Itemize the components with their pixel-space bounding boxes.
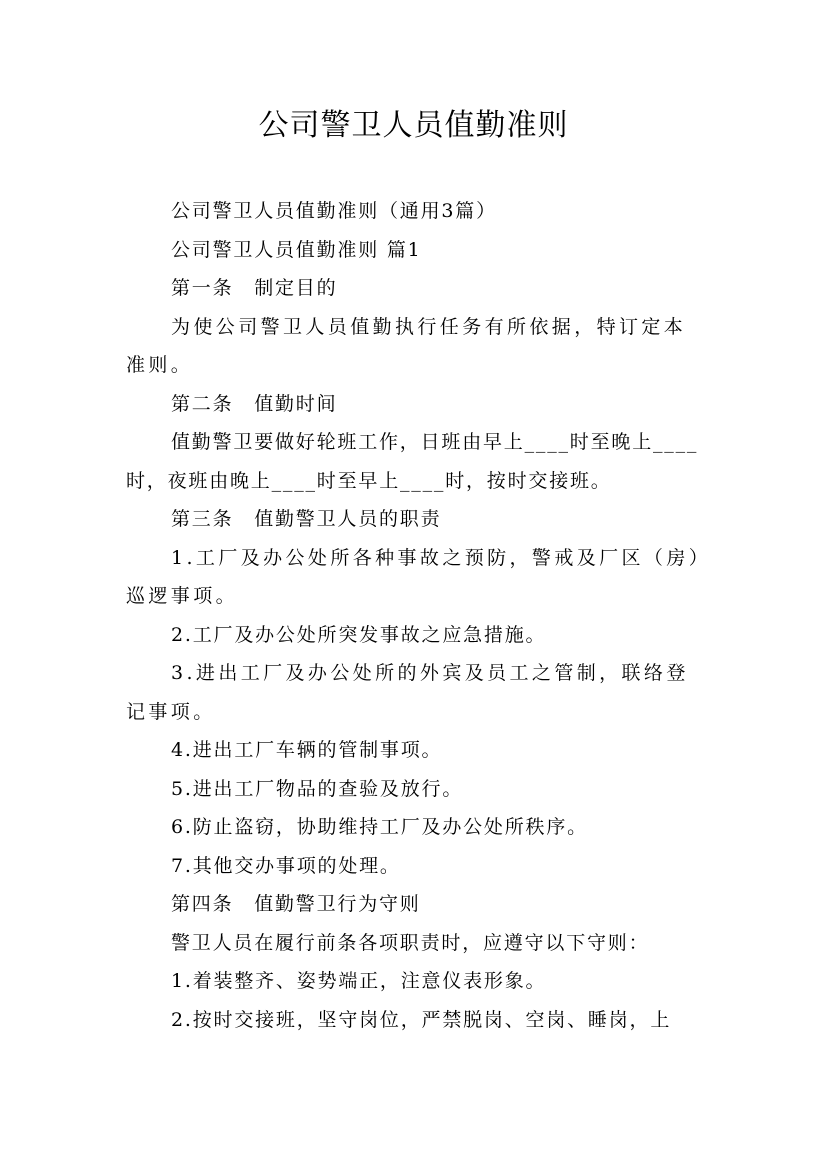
article-3-item-3: 3.进出工厂及办公处所的外宾及员工之管制，联络登记事项。 bbox=[126, 662, 689, 723]
article-1-heading: 第一条 制定目的 bbox=[171, 277, 338, 299]
article-2-text: 值勤警卫要做好轮班工作，日班由早上____时至晚上____时，夜班由晚上____时至早上____时，按时交接班。 bbox=[126, 431, 699, 492]
article-3-heading: 第三条 值勤警卫人员的职责 bbox=[171, 508, 442, 530]
article-3-item-5: 5.进出工厂物品的查验及放行。 bbox=[171, 777, 464, 800]
article-4-intro: 警卫人员在履行前条各项职责时，应遵守以下守则： bbox=[171, 931, 650, 954]
article-4-item-2: 2.按时交接班，坚守岗位，严禁脱岗、空岗、睡岗，上 bbox=[171, 1008, 672, 1031]
document-body bbox=[126, 192, 706, 1039]
paragraph-subtitle: 公司警卫人员值勤准则（通用3篇） bbox=[171, 200, 497, 222]
document-title: 公司警卫人员值勤准则 bbox=[258, 108, 569, 143]
article-3-item-4: 4.进出工厂车辆的管制事项。 bbox=[171, 739, 443, 761]
paragraph-section-heading: 公司警卫人员值勤准则 篇1 bbox=[171, 238, 422, 261]
article-3-item-1: 1.工厂及办公处所各种事故之预防，警戒及厂区（房）巡逻事项。 bbox=[126, 546, 702, 607]
article-1-text: 为使公司警卫人员值勤执行任务有所依据，特订定本准则。 bbox=[126, 315, 687, 376]
article-4-item-1: 1.着装整齐、姿势端正，注意仪表形象。 bbox=[171, 970, 547, 992]
article-2-heading: 第二条 值勤时间 bbox=[171, 392, 338, 415]
article-3-item-6: 6.防止盗窃，协助维持工厂及办公处所秩序。 bbox=[171, 816, 588, 838]
article-3-item-2: 2.工厂及办公处所突发事故之应急措施。 bbox=[171, 623, 547, 646]
article-4-heading: 第四条 值勤警卫行为守则 bbox=[171, 893, 421, 915]
article-3-item-7: 7.其他交办事项的处理。 bbox=[171, 854, 401, 877]
